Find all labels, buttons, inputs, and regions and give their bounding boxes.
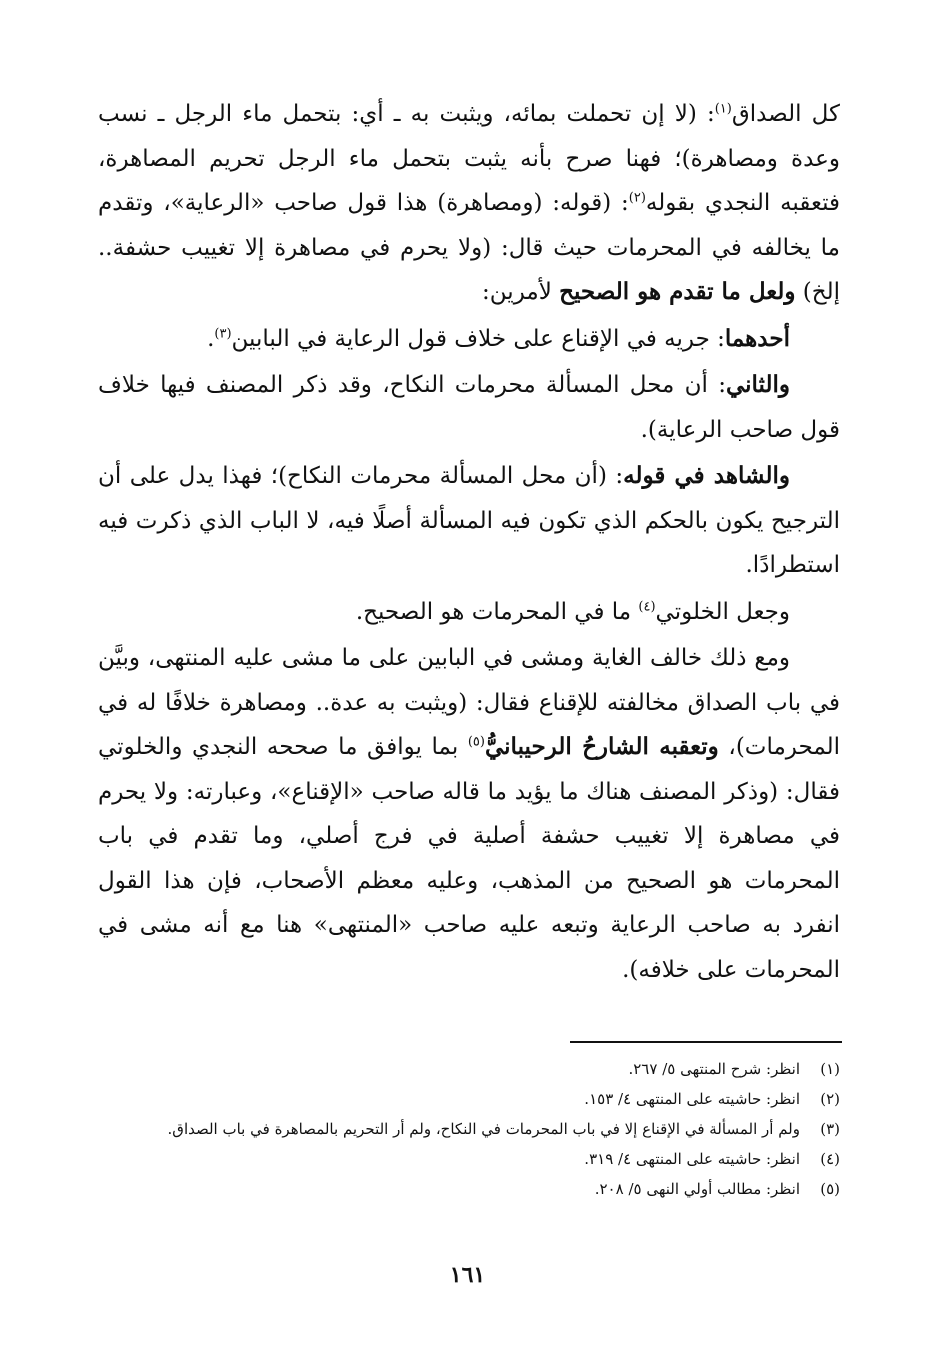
footnote-text: انظر: مطالب أولي النهى ٥/ ٢٠٨. [594,1180,800,1198]
footnote-ref: (٤) [638,598,656,614]
footnote-ref: (٥) [467,734,485,750]
footnote [98,1056,840,1083]
body-text [98,92,840,994]
footnote [98,1146,840,1173]
bold-phrase: ولعل ما تقدم هو الصحيح [559,278,796,305]
bold-phrase: والثاني [725,371,790,398]
footnote-text: انظر: حاشيته على المنتهى ٤/ ٣١٩. [584,1150,800,1168]
footnote-text: انظر: شرح المنتهى ٥/ ٢٦٧. [628,1060,800,1078]
text-run: . [207,325,215,352]
footnote-number: (٢) [820,1090,840,1108]
text-run: بما يوافق ما صححه النجدي والخلوتي فقال: (وذكر المصنف هناك ما يؤيد ما قاله صاحب «الإقناع»، وعبارته: ولا يحرم في مصاهرة إلا تغييب حشفة أصلية في فرج أصلي، وما تقدم في باب المحرمات هو الصحيح من المذهب، وعليه معظم الأصحاب، فإن هذا القول انفرد به صاحب الرعاية وتبعه عليه صاحب «المنتهى» هنا مع أنه مشى في المحرمات على خلافه). [98,734,840,983]
text-run: ومع ذلك خالف الغاية ومشى في البابين على ما مشى عليه المنتهى، وبيَّن في باب الصداق مخالفته للإقناع فقال: (ويثبت به عدة.. ومصاهرة خلافًا له في المحرمات)، [98,645,841,760]
bold-phrase: وتعقبه الشارحُ الرحيبانيُّ [484,733,719,760]
footnote-ref: (١) [714,101,732,117]
footnote-ref: (٢) [628,190,646,206]
footnote-number: (٤) [820,1150,840,1168]
footnote-number: (٥) [820,1180,840,1198]
paragraph [98,636,840,992]
paragraph [98,590,840,635]
text-run: : (قوله: (ومصاهرة) هذا قول صاحب «الرعاية»، وتقدم ما يخالفه في المحرمات حيث قال: (ولا يحرم في مصاهرة إلا تغييب حشفة.. إلخ) [98,190,840,305]
text-run: : (لا إن تحملت بمائه، ويثبت به ـ أي: بتحمل ماء الرجل ـ نسب وعدة ومصاهرة)؛ فهنا صرح بأنه يثبت بتحمل ماء الرجل تحريم المصاهرة، فتعقبه النجدي بقوله [98,101,841,216]
bold-phrase: أحدهما [724,324,790,352]
text-run: : (أن محل المسألة محرمات النكاح)؛ فهذا يدل على أن الترجيح يكون بالحكم الذي تكون فيه المسألة أصلًا فيه، لا الباب الذي ذكرت فيه استطرادًا. [98,463,840,578]
footnote [98,1116,840,1143]
footnote-text: ولم أر المسألة في الإقناع إلا في باب المحرمات في النكاح، ولم أر التحريم بالمصاهرة في باب الصداق. [167,1120,800,1138]
text-run: ما في المحرمات هو الصحيح. [355,598,639,625]
paragraph [98,363,840,452]
footnote-text: انظر: حاشيته على المنتهى ٤/ ١٥٣. [584,1090,800,1108]
text-run: : جريه في الإقناع على خلاف قول الرعاية في البابين [231,325,725,352]
page-number: ١٦١ [449,1262,486,1288]
footnote-ref: (٣) [214,325,232,341]
bold-phrase: والشاهد في قوله [623,462,790,489]
text-run: كل الصداق [731,101,840,127]
text-run: وجعل الخلوتي [655,598,790,625]
footnote-separator [570,1041,842,1043]
footnote [98,1176,840,1203]
text-run: لأمرين: [482,279,560,305]
text-run: : أن محل المسألة محرمات النكاح، وقد ذكر المصنف فيها خلاف قول صاحب الرعاية). [98,372,840,443]
footnote-number: (١) [820,1060,840,1078]
paragraph [98,317,840,362]
footnotes [98,1056,840,1206]
paragraph [98,454,840,588]
paragraph [98,92,840,315]
footnote-number: (٣) [820,1120,840,1138]
footnote [98,1086,840,1113]
